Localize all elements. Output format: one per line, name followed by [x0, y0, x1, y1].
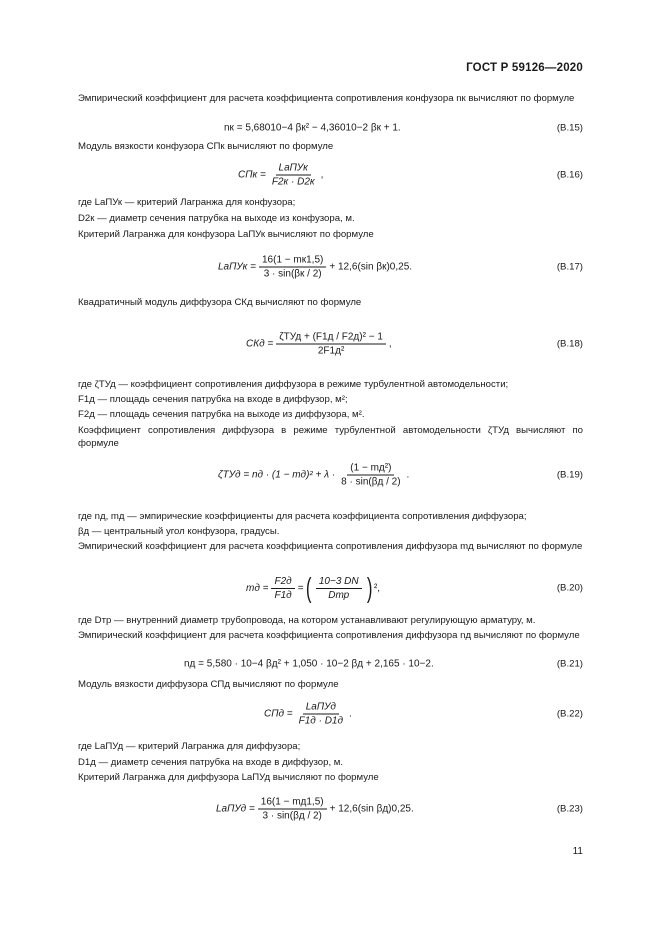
- paragraph-cpd: Модуль вязкости диффузора СПд вычисляют по формуле: [78, 679, 339, 690]
- eq23-lhs: LaПУд =: [216, 803, 255, 815]
- eq18-denominator: 2F1д²: [317, 345, 345, 357]
- equation-b19-number: (В.19): [556, 469, 583, 481]
- eq23-tail: + 12,6(sin βд)0,25.: [329, 803, 414, 815]
- eq19-lhs: ζТУд = nд · (1 − mд)² + λ ·: [218, 469, 336, 481]
- equation-b20: mд = $\frac{F2д}{F1д}$ = ( $\frac{10-3 DN}{\text{Dтр}}$ ) ², (В.20): [246, 572, 583, 603]
- eq22-numerator: LaПУд: [303, 702, 339, 715]
- equation-b16: [78, 158, 583, 192]
- eq19-denominator: 8 · sin(βд / 2): [341, 476, 401, 488]
- eq20-lhs: mд =: [246, 582, 269, 594]
- paragraph-la-puk: Критерий Лагранжа для конфузора LaПУк вычисляют по формуле: [78, 229, 374, 240]
- where-dtr: где Dтр — внутренний диаметр трубопровода, на котором устанавливают регулирующую арматуру, м.: [78, 615, 536, 626]
- eq22-tail: .: [349, 708, 352, 720]
- eq17-denominator: 3 · sin(βк / 2): [263, 268, 322, 280]
- eq16-tail: ,: [320, 169, 324, 181]
- equation-b23-number: (В.23): [556, 803, 583, 815]
- equation-b22-number: (В.22): [556, 708, 583, 720]
- eq20-equals: =: [297, 582, 304, 594]
- eq23-fraction: [258, 797, 327, 822]
- page-number: 11: [572, 846, 583, 857]
- eq17-lhs: LaПУк =: [218, 261, 256, 273]
- equation-b23: [78, 786, 583, 832]
- paragraph-la-pud: Критерий Лагранжа для диффузора LaПУд вычисляют по формуле: [78, 772, 379, 783]
- eq16-denominator: F2к · D2к: [271, 176, 315, 188]
- eq16-lhs: CПк =: [238, 169, 266, 181]
- eq19-fraction: [338, 463, 403, 488]
- eq22-denominator: F1д · D1д: [298, 715, 344, 727]
- eq18-fraction: [276, 332, 386, 357]
- eq20-fraction-2: [316, 576, 362, 601]
- where-d1d: D1д — диаметр сечения патрубка на входе в диффузор, м.: [78, 757, 344, 768]
- eq19-numerator: (1 − mд²): [347, 463, 394, 476]
- standard-number: ГОСТ Р 59126—2020: [466, 62, 583, 74]
- eq18-numerator: ζТУд + (F1д / F2д)² − 1: [276, 332, 386, 345]
- equation-b15-number: (В.15): [556, 122, 583, 134]
- equation-b22: [78, 696, 583, 732]
- where-f1d: F1д — площадь сечения патрубка на входе в диффузор, м²;: [78, 394, 348, 405]
- eq23-numerator: 16(1 − mд1,5): [258, 797, 327, 810]
- eq17-numerator: 16(1 − mк1,5): [259, 255, 326, 268]
- equation-b15-body: nк = 5,68010−4 βк² − 4,36010−2 βк + 1.: [224, 122, 401, 134]
- equation-b21: [78, 656, 583, 672]
- equation-b21-body: nд = 5,580 · 10−4 βд² + 1,050 · 10−2 βд + 2,165 · 10−2.: [184, 658, 434, 670]
- where-d2k: D2к — диаметр сечения патрубка на выходе из конфузора, м.: [78, 213, 355, 224]
- eq20-denominator-2: Dтр: [328, 589, 350, 601]
- equation-b20-number: (В.20): [556, 582, 583, 594]
- eq20-denominator-1: F1д: [274, 589, 292, 601]
- paragraph-nd: Эмпирический коэффициент для расчета коэффициента сопротивления диффузора nд вычисляют по формуле: [78, 630, 580, 641]
- eq20-tail: ²,: [373, 582, 381, 594]
- equation-b21-number: (В.21): [556, 658, 583, 670]
- equation-b17-number: (В.17): [556, 261, 583, 273]
- equation-b18-number: (В.18): [556, 338, 583, 350]
- where-beta-d: βд — центральный угол конфузора, градусы.: [78, 526, 280, 537]
- equation-b18: [78, 316, 583, 372]
- eq19-tail: .: [406, 469, 410, 481]
- equation-b15: [78, 120, 583, 136]
- eq23-denominator: 3 · sin(βд / 2): [262, 810, 322, 822]
- where-f2d: F2д — площадь сечения патрубка на выходе из диффузора, м².: [78, 409, 365, 420]
- eq16-fraction: [269, 163, 318, 188]
- paragraph-cpk: Модуль вязкости конфузора СПк вычисляют по формуле: [78, 141, 334, 152]
- equation-b16-number: (В.16): [556, 169, 583, 181]
- eq20-numerator-2: 10−3 DN: [316, 576, 362, 589]
- where-la-pud: где LaПУд — критерий Лагранжа для диффузора;: [78, 741, 301, 752]
- paragraph-zeta: Коэффициент сопротивления диффузора в режиме турбулентной автомодельности ζТУд вычисляют по формуле: [78, 425, 583, 449]
- where-nd-md: где nд, mд — эмпирические коэффициенты для расчета коэффициента сопротивления диффузора;: [78, 511, 527, 522]
- eq20-fraction-1: [271, 576, 294, 601]
- eq18-tail: ,: [388, 338, 392, 350]
- where-la-puk: где LaПУк — критерий Лагранжа для конфузора;: [78, 197, 296, 208]
- equation-b17: [78, 244, 583, 290]
- eq17-tail: + 12,6(sin βк)0,25.: [329, 261, 413, 273]
- paragraph-ckd: Квадратичный модуль диффузора СКд вычисляют по формуле: [78, 297, 362, 308]
- where-zeta-tud: где ζТУд — коэффициент сопротивления диффузора в режиме турбулентной автомодельности;: [78, 379, 509, 390]
- equation-b19: [78, 452, 583, 498]
- eq22-fraction: [296, 702, 346, 727]
- eq20-numerator-1: F2д: [271, 576, 294, 589]
- paragraph-nk: Эмпирический коэффициент для расчета коэффициента сопротивления конфузора nк вычисляют по формуле: [78, 93, 575, 104]
- eq16-numerator: LaПУк: [276, 163, 311, 176]
- eq18-lhs: CКд =: [246, 338, 274, 350]
- paragraph-md: Эмпирический коэффициент для расчета коэффициента сопротивления диффузора mд вычисляют по формуле: [78, 541, 583, 552]
- eq22-lhs: CПд =: [264, 708, 293, 720]
- eq17-fraction: [259, 255, 326, 280]
